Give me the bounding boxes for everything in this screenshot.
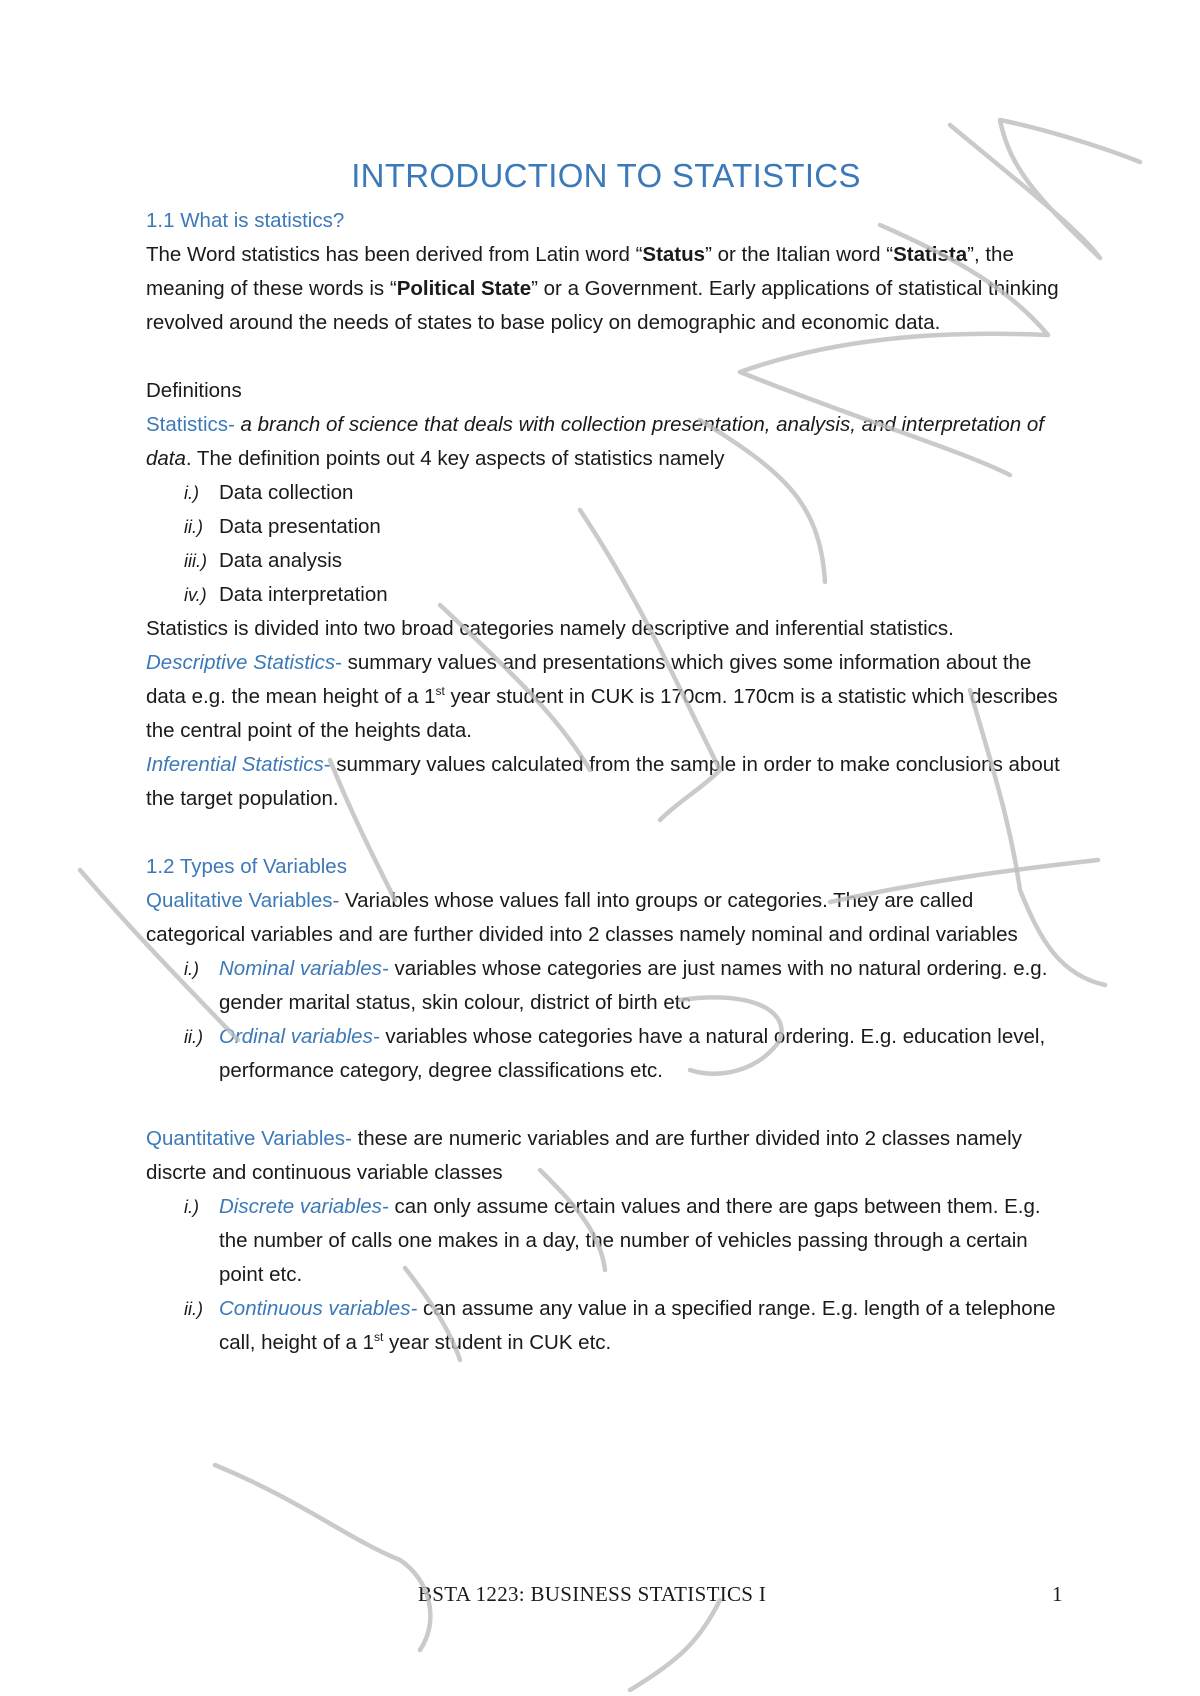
quantitative-list (146, 1190, 1066, 1360)
watermark-stroke (630, 1600, 720, 1690)
statistics-definition (146, 408, 1066, 476)
list-text: Data interpretation (219, 583, 388, 606)
list-number: i.) (184, 483, 199, 503)
spacer (146, 816, 1066, 850)
list-text: can assume any value in a specified range. E.g. length of a telephone call, height of a 1 (219, 1297, 1056, 1354)
footer-course: BSTA 1223: BUSINESS STATISTICS I (418, 1582, 767, 1606)
term-status: Status (642, 243, 706, 266)
qualitative-paragraph (146, 884, 1066, 952)
qualitative-term: Qualitative Variables- (146, 889, 346, 912)
list-item (146, 1020, 1066, 1088)
nominal-term: Nominal variables- (219, 957, 395, 980)
statistics-definition-rest: . The definition points out 4 key aspects of statistics namely (185, 447, 725, 470)
page-number: 1 (1052, 1582, 1063, 1606)
inferential-term: Inferential Statistics (146, 753, 324, 776)
list-number: iv.) (184, 585, 207, 605)
list-item (146, 1190, 1066, 1292)
inferential-statistics-paragraph (146, 748, 1066, 816)
list-item (146, 544, 1066, 578)
list-number: ii.) (184, 517, 203, 537)
ordinal-term: Ordinal variables- (219, 1025, 386, 1048)
statistics-definition-italic: a branch of science that deals with collection presentation, analysis, and interpretation of data (146, 413, 1044, 470)
watermark-stroke (215, 1465, 430, 1650)
list-item (146, 578, 1066, 612)
list-text: variables whose categories have a natural ordering. E.g. education level, performance category, degree classifications etc. (219, 1025, 1046, 1082)
intro-text-4: ” or a Government. Early applications of statistical thinking revolved around the needs of states to base policy on demographic and economic data. (146, 277, 1059, 334)
list-text-2: year student in CUK etc. (383, 1331, 612, 1354)
qualitative-text: Variables whose values fall into groups or categories. They are called categorical variables and are further divided into 2 classes namely nominal and ordinal variables (146, 889, 1018, 946)
categories-paragraph: Statistics is divided into two broad categories namely descriptive and inferential statistics. (146, 617, 954, 640)
term-statista: Statista (893, 243, 968, 266)
continuous-term: Continuous variables- (219, 1297, 423, 1320)
list-text: Data collection (219, 481, 354, 504)
superscript: st (435, 684, 445, 699)
descriptive-text-1: summary values and presentations which gives some information about the data e.g. the mean height of a 1 (146, 651, 1032, 708)
descriptive-text-2: year student in CUK is 170cm. 170cm is a statistic which describes the central point of the heights data. (146, 685, 1058, 742)
list-number: i.) (184, 1197, 199, 1217)
qualitative-list (146, 952, 1066, 1088)
inferential-text: summary values calculated from the sample in order to make conclusions about the target population. (146, 753, 1060, 810)
quantitative-paragraph (146, 1122, 1066, 1190)
list-text: variables whose categories are just names with no natural ordering. e.g. gender marital status, skin colour, district of birth etc (219, 957, 1048, 1014)
aspects-list (146, 476, 1066, 612)
list-text: Data presentation (219, 515, 381, 538)
discrete-term: Discrete variables- (219, 1195, 395, 1218)
list-item (146, 510, 1066, 544)
quantitative-text: these are numeric variables and are further divided into 2 classes namely discrte and continuous variable classes (146, 1127, 1022, 1184)
descriptive-term: Descriptive Statistics (146, 651, 336, 674)
quantitative-term: Quantitative Variables- (146, 1127, 358, 1150)
intro-text-3: ”, the meaning of these words is “ (146, 243, 1014, 300)
term-political-state: Political State (396, 277, 532, 300)
descriptive-statistics-paragraph (146, 646, 1066, 748)
list-item (146, 952, 1066, 1020)
page-content (146, 150, 1066, 1360)
spacer (146, 1088, 1066, 1122)
intro-text-1: The Word statistics has been derived from Latin word “ (146, 243, 643, 266)
statistics-term: Statistics- (146, 413, 241, 436)
list-item (146, 1292, 1066, 1360)
section-heading-types-of-variables: 1.2 Types of Variables (146, 855, 347, 878)
page-title: INTRODUCTION TO STATISTICS (351, 157, 861, 194)
intro-paragraph (146, 238, 1066, 340)
spacer (146, 340, 1066, 374)
list-number: ii.) (184, 1299, 203, 1319)
descriptive-dash: - (335, 651, 348, 674)
definitions-label: Definitions (146, 379, 242, 402)
section-heading-what-is-statistics: 1.1 What is statistics? (146, 209, 345, 232)
list-number: iii.) (184, 551, 207, 571)
intro-text-2: ” or the Italian word “ (705, 243, 894, 266)
list-item (146, 476, 1066, 510)
list-number: i.) (184, 959, 199, 979)
list-number: ii.) (184, 1027, 203, 1047)
list-text: Data analysis (219, 549, 343, 572)
inferential-dash: - (323, 753, 337, 776)
superscript: st (374, 1330, 384, 1345)
list-text: can only assume certain values and there are gaps between them. E.g. the number of calls one makes in a day, the number of vehicles passing through a certain point etc. (219, 1195, 1041, 1286)
